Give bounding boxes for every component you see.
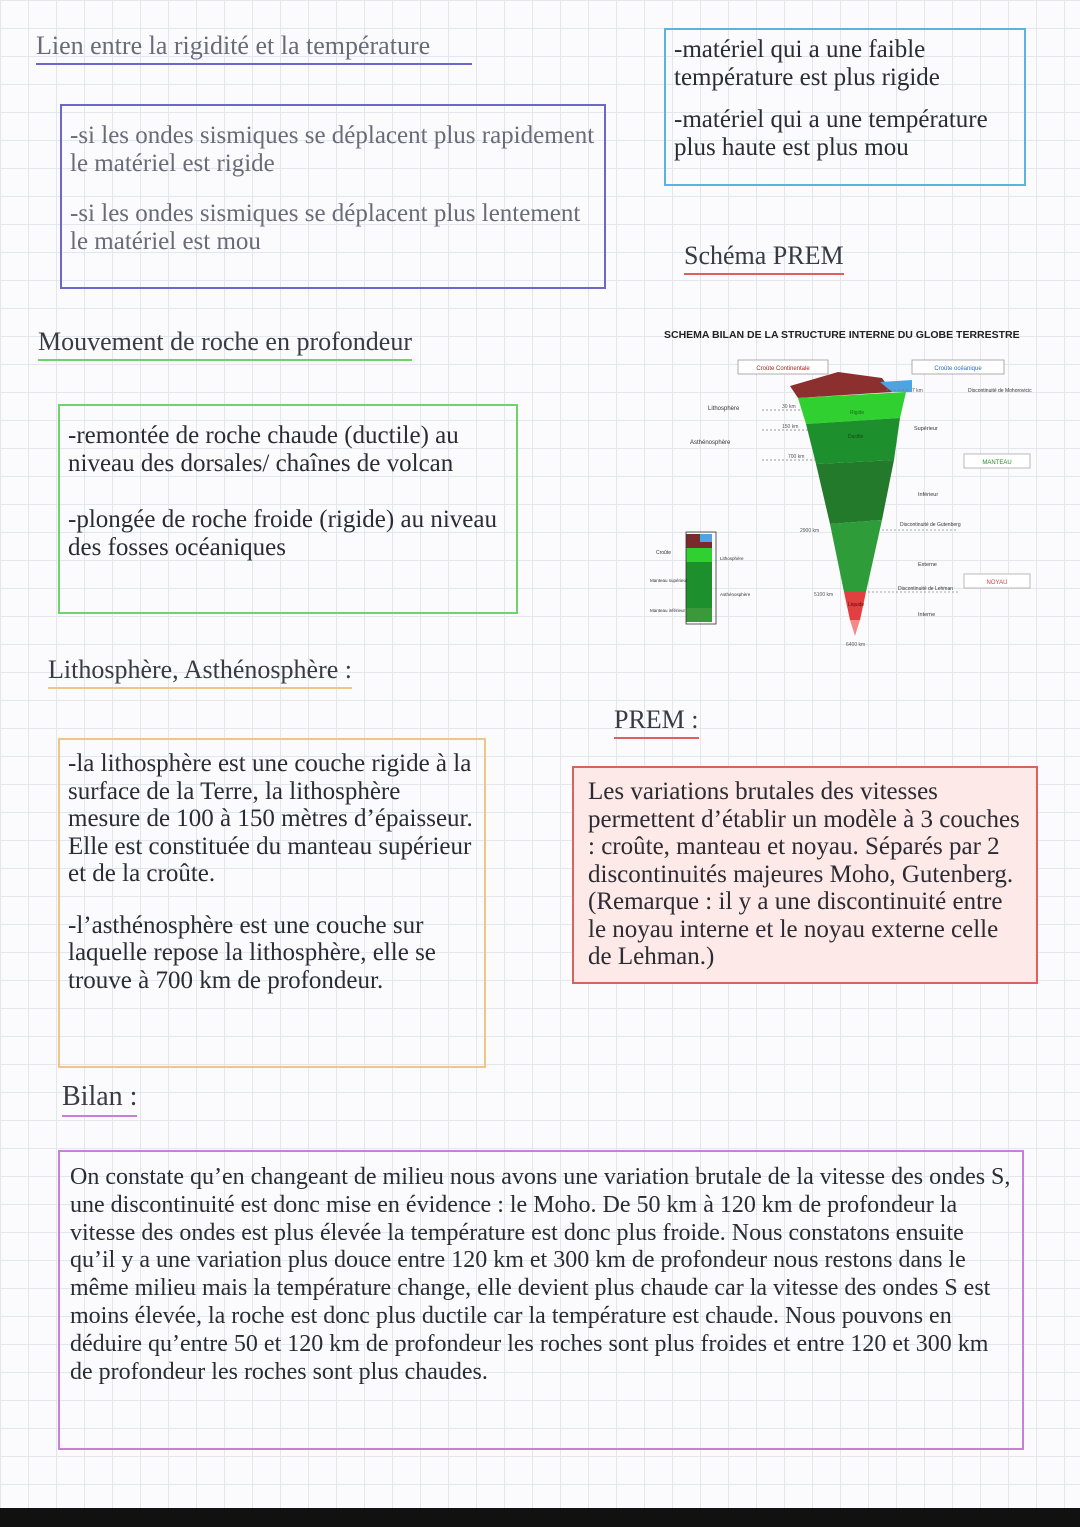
depth-5100: 5100 km bbox=[814, 592, 834, 598]
rigidity-speed-item: -si les ondes sismiques se déplacent plus rapidement le matériel est rigide bbox=[70, 122, 595, 177]
schema-title: Schéma PREM bbox=[684, 242, 844, 275]
inset-astheno bbox=[686, 562, 712, 608]
bottom-edge bbox=[0, 1508, 1080, 1527]
superieur-label: Supérieur bbox=[914, 426, 938, 432]
moho-label: Discontinuité de Mohorovicic bbox=[968, 388, 1032, 394]
prem-diagram bbox=[650, 320, 1050, 650]
movement-item: -remontée de roche chaude (ductile) au niveau des dorsales/ chaînes de volcan bbox=[68, 422, 459, 477]
bilan-text: On constate qu’en changeant de milieu nous avons une variation brutale de la vitesse des ondes S, une discontinuité est donc mise en évidence : le Moho. De 50 km à 120 km de profondeur la vitesse des ondes est plus élevée la température est donc plus froide. Nous constatons ensuite qu’il y a une variation plus douce entre 120 km et 300 km de profondeur nous restons dans le même milieu mais la température change, elle devient plus chaude car la vitesse des ondes S est moins élevée, la roche est donc plus ductile car la température est chaude. Nous pouvons en déduire qu’entre 50 et 120 km de profondeur les roches sont plus froides et entre 120 et 300 km de profondeur les roches sont plus chaudes. bbox=[70, 1164, 1011, 1385]
rigidity-title: Lien entre la rigidité et la température bbox=[36, 32, 472, 65]
lithosphere-label: Lithosphère bbox=[708, 406, 740, 412]
rigidity-speed-item: -si les ondes sismiques se déplacent plus lentement le matériel est mou bbox=[70, 200, 581, 255]
croute-continentale-label: Croûte Continentale bbox=[756, 366, 810, 372]
manteau-label: MANTEAU bbox=[982, 460, 1012, 466]
lithosphere-title: Lithosphère, Asthénosphère : bbox=[48, 656, 352, 689]
rigidity-temperature-box bbox=[664, 28, 1026, 186]
rigide-label: Rigide bbox=[850, 410, 865, 416]
depth-2900: 2900 km bbox=[800, 528, 820, 534]
inset-manteau-sup-label: Manteau supérieur bbox=[650, 578, 688, 583]
bilan-title: Bilan : bbox=[62, 1082, 137, 1117]
depth-30: 30 km bbox=[782, 404, 796, 410]
croute-oceanique-label: Croûte océanique bbox=[934, 366, 982, 372]
gutenberg-label: Discontinuité de Gutenberg bbox=[900, 522, 961, 528]
bilan-box bbox=[58, 1150, 1024, 1450]
rigidity-temperature-item: -matériel qui a une faible température est plus rigide bbox=[674, 36, 940, 91]
lithosphere-item: -la lithosphère est une couche rigide à la surface de la Terre, la lithosphère mesure de 100 à 150 mètres d’épaisseur. Elle est constituée du manteau supérieur et de la croûte. bbox=[68, 750, 473, 887]
asthenosphere-label: Asthénosphère bbox=[690, 440, 731, 446]
inset-manteau-inf-label: Manteau inférieur bbox=[650, 608, 686, 613]
inset-litho-label: Lithosphère bbox=[720, 556, 744, 561]
lithosphere-box bbox=[58, 738, 486, 1068]
depth-6400: 6400 km bbox=[846, 642, 866, 648]
inset-oceanic bbox=[700, 534, 712, 542]
inner-core-layer bbox=[850, 620, 860, 636]
ductile-label: Ductile bbox=[848, 434, 864, 440]
inset-croute-label: Croûte bbox=[656, 550, 672, 556]
externe-label: Externe bbox=[918, 562, 937, 568]
liquide-label: Liquide bbox=[848, 602, 865, 608]
diagram-title: SCHEMA BILAN DE LA STRUCTURE INTERNE DU GLOBE TERRESTRE bbox=[664, 329, 1020, 341]
noyau-label: NOYAU bbox=[986, 580, 1008, 586]
inset-litho bbox=[686, 548, 712, 562]
prem-text: Les variations brutales des vitesses permettent d’établir un modèle à 3 couches : croûte, manteau et noyau. Séparés par 2 discontinuités majeures Moho, Gutenberg. (Remarque : il y a une discontinuité entre le noyau interne et le noyau externe celle de Lehman.) bbox=[588, 778, 1020, 970]
upper-mantle-layer bbox=[816, 460, 894, 524]
movement-box bbox=[58, 404, 518, 614]
lehman-label: Discontinuité de Lehman bbox=[898, 586, 954, 592]
inset-lower-mantle bbox=[686, 608, 712, 622]
depth-150: 150 km bbox=[782, 424, 799, 430]
rigidity-temperature-item: -matériel qui a une température plus haute est plus mou bbox=[674, 106, 988, 161]
interne-label: Interne bbox=[918, 612, 936, 618]
inset-astheno-label: Asthénosphère bbox=[720, 592, 751, 597]
asthenosphere-layer bbox=[806, 418, 900, 464]
inferieur-label: Inférieur bbox=[918, 492, 939, 498]
prem-title: PREM : bbox=[614, 706, 699, 739]
movement-title: Mouvement de roche en profondeur bbox=[38, 328, 412, 361]
depth-7: 7 km bbox=[912, 388, 923, 394]
lower-mantle-layer bbox=[830, 520, 882, 592]
rigidity-speed-box bbox=[60, 104, 606, 289]
movement-item: -plongée de roche froide (rigide) au niveau des fosses océaniques bbox=[68, 506, 497, 561]
prem-box bbox=[572, 766, 1038, 984]
asthenosphere-item: -l’asthénosphère est une couche sur laquelle repose la lithosphère, elle se trouve à 700 km de profondeur. bbox=[68, 911, 436, 994]
depth-700: 700 km bbox=[788, 454, 805, 460]
